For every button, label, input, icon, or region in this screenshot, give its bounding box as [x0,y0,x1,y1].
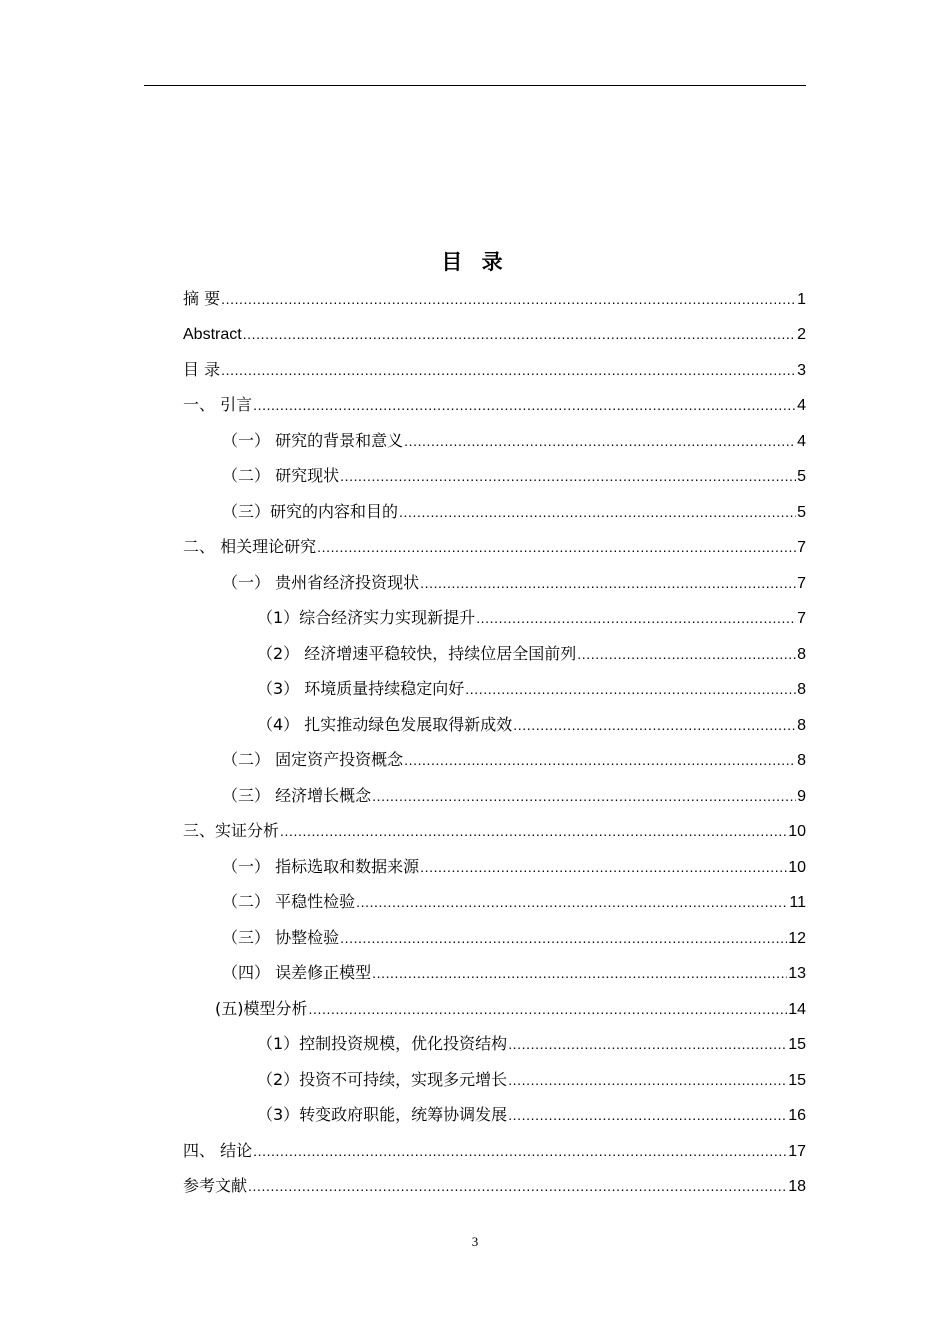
toc-entry-section-1-3[interactable] [222,500,806,524]
toc-entry-label: （4） 扎实推动绿色发展取得新成效 [257,715,513,734]
toc-entry-label: （二） 研究现状 [222,466,340,485]
toc-entry-label: （四） 误差修正模型 [222,963,372,982]
toc-dot-leader [253,1139,787,1163]
toc-entry-label: （二） 固定资产投资概念 [222,750,404,769]
toc-dot-leader [248,1174,787,1198]
toc-entry-subsection-3-5-1[interactable] [257,1032,806,1056]
toc-entry-page: 16 [788,1107,806,1124]
page-number: 3 [471,1234,479,1249]
toc-entry-section-3-2[interactable] [222,890,806,914]
toc-entry-label: （一） 贵州省经济投资现状 [222,573,420,592]
toc-entry-label: （一） 研究的背景和意义 [222,431,404,450]
toc-dot-leader [404,429,796,453]
toc-entry-page: 3 [797,362,806,379]
toc-entry-page: 12 [788,930,806,947]
toc-entry-label: 摘 要 [183,289,221,308]
toc-dot-leader [508,1032,787,1056]
toc-entry-page: 13 [788,965,806,982]
toc-entry-subsection-3-5-3[interactable] [257,1103,806,1127]
toc-dot-leader [356,890,788,914]
toc-entry-page: 10 [788,823,806,840]
toc-entry-page: 15 [788,1072,806,1089]
toc-dot-leader [243,322,796,346]
toc-entry-section-2-1[interactable] [222,571,806,595]
toc-entry-page: 8 [797,681,806,698]
toc-entry-label: （3） 环境质量持续稳定向好 [257,679,465,698]
toc-entry-page: 4 [797,433,806,450]
toc-entry-section-2-2[interactable] [222,748,806,772]
toc-entry-label: 三、实证分析 [183,821,280,840]
toc-entry-page: 9 [797,788,806,805]
toc-entry-label: (五)模型分析 [215,999,308,1018]
toc-dot-leader [372,784,796,808]
toc-entry-chapter-3[interactable] [183,819,806,843]
toc-dot-leader [309,997,788,1021]
toc-entry-label: （2）投资不可持续，实现多元增长 [257,1070,508,1089]
toc-entry-label: （1）综合经济实力实现新提升 [257,608,476,627]
toc-entry-page: 7 [797,610,806,627]
toc-dot-leader [221,358,796,382]
toc-entry-label: （1）控制投资规模，优化投资结构 [257,1034,508,1053]
toc-dot-leader [340,464,796,488]
toc-entry-page: 1 [797,291,806,308]
toc-entry-page: 5 [797,504,806,521]
toc-dot-leader [420,855,787,879]
toc-entry-label: Abstract [183,326,242,343]
header-rule [144,85,806,86]
toc-entry-page: 18 [788,1178,806,1195]
toc-entry-subsection-3-5-2[interactable] [257,1068,806,1092]
toc-entry-page: 8 [797,717,806,734]
toc-entry-section-3-3[interactable] [222,926,806,950]
toc-entry-page: 8 [797,752,806,769]
toc-entry-section-1-2[interactable] [222,464,806,488]
toc-entry-contents[interactable] [183,358,806,382]
toc-entry-label: （3）转变政府职能，统筹协调发展 [257,1105,508,1124]
toc-entry-subsection-2-1-3[interactable] [257,677,806,701]
toc-entry-page: 8 [797,646,806,663]
toc-entry-page: 10 [788,859,806,876]
toc-entry-chapter-2[interactable] [183,535,806,559]
toc-entry-abstract-en[interactable] [183,322,806,346]
toc-entry-label: （三） 协整检验 [222,928,340,947]
toc-entry-label: （二） 平稳性检验 [222,892,356,911]
toc-entry-page: 7 [797,539,806,556]
toc-dot-leader [399,500,796,524]
toc-entry-page: 4 [797,397,806,414]
toc-entry-abstract-cn[interactable] [183,287,806,311]
toc-entry-page: 11 [789,894,806,911]
toc-entry-section-3-1[interactable] [222,855,806,879]
toc-entry-page: 2 [797,326,806,343]
toc-entry-section-3-4[interactable] [222,961,806,985]
toc-entry-chapter-1[interactable] [183,393,806,417]
toc-dot-leader [221,287,796,311]
toc-dot-leader [508,1068,787,1092]
toc-entry-section-3-5[interactable] [215,997,806,1021]
toc-dot-leader [253,393,796,417]
toc-entry-label: 一、 引言 [183,395,253,414]
toc-entry-chapter-4[interactable] [183,1139,806,1163]
toc-entry-subsection-2-1-1[interactable] [257,606,806,630]
toc-entry-page: 15 [788,1036,806,1053]
toc-dot-leader [465,677,796,701]
toc-entry-label: 四、 结论 [183,1141,253,1160]
toc-dot-leader [372,961,787,985]
toc-entry-page: 5 [797,468,806,485]
toc-dot-leader [513,713,796,737]
toc-entry-subsection-2-1-4[interactable] [257,713,806,737]
toc-entry-label: （三） 经济增长概念 [222,786,372,805]
toc-entry-section-2-3[interactable] [222,784,806,808]
toc-entry-page: 7 [797,575,806,592]
toc-entry-subsection-2-1-2[interactable] [257,642,806,666]
toc-dot-leader [404,748,796,772]
toc-dot-leader [340,926,787,950]
toc-dot-leader [420,571,796,595]
toc-entry-label: 参考文献 [183,1176,248,1195]
toc-entry-label: （一） 指标选取和数据来源 [222,857,420,876]
toc-dot-leader [577,642,796,666]
toc-entry-label: 目 录 [183,360,221,379]
toc-entry-label: 二、 相关理论研究 [183,537,317,556]
toc-dot-leader [317,535,796,559]
toc-dot-leader [476,606,796,630]
toc-entry-label: （三）研究的内容和目的 [222,502,399,521]
toc-entry-page: 14 [788,1001,806,1018]
toc-dot-leader [280,819,787,843]
toc-dot-leader [508,1103,787,1127]
toc-entry-references[interactable] [183,1174,806,1198]
toc-entry-page: 17 [788,1143,806,1160]
toc-entry-section-1-1[interactable] [222,429,806,453]
toc-entry-label: （2） 经济增速平稳较快，持续位居全国前列 [257,644,577,663]
toc-title: 目 录 [441,250,509,274]
